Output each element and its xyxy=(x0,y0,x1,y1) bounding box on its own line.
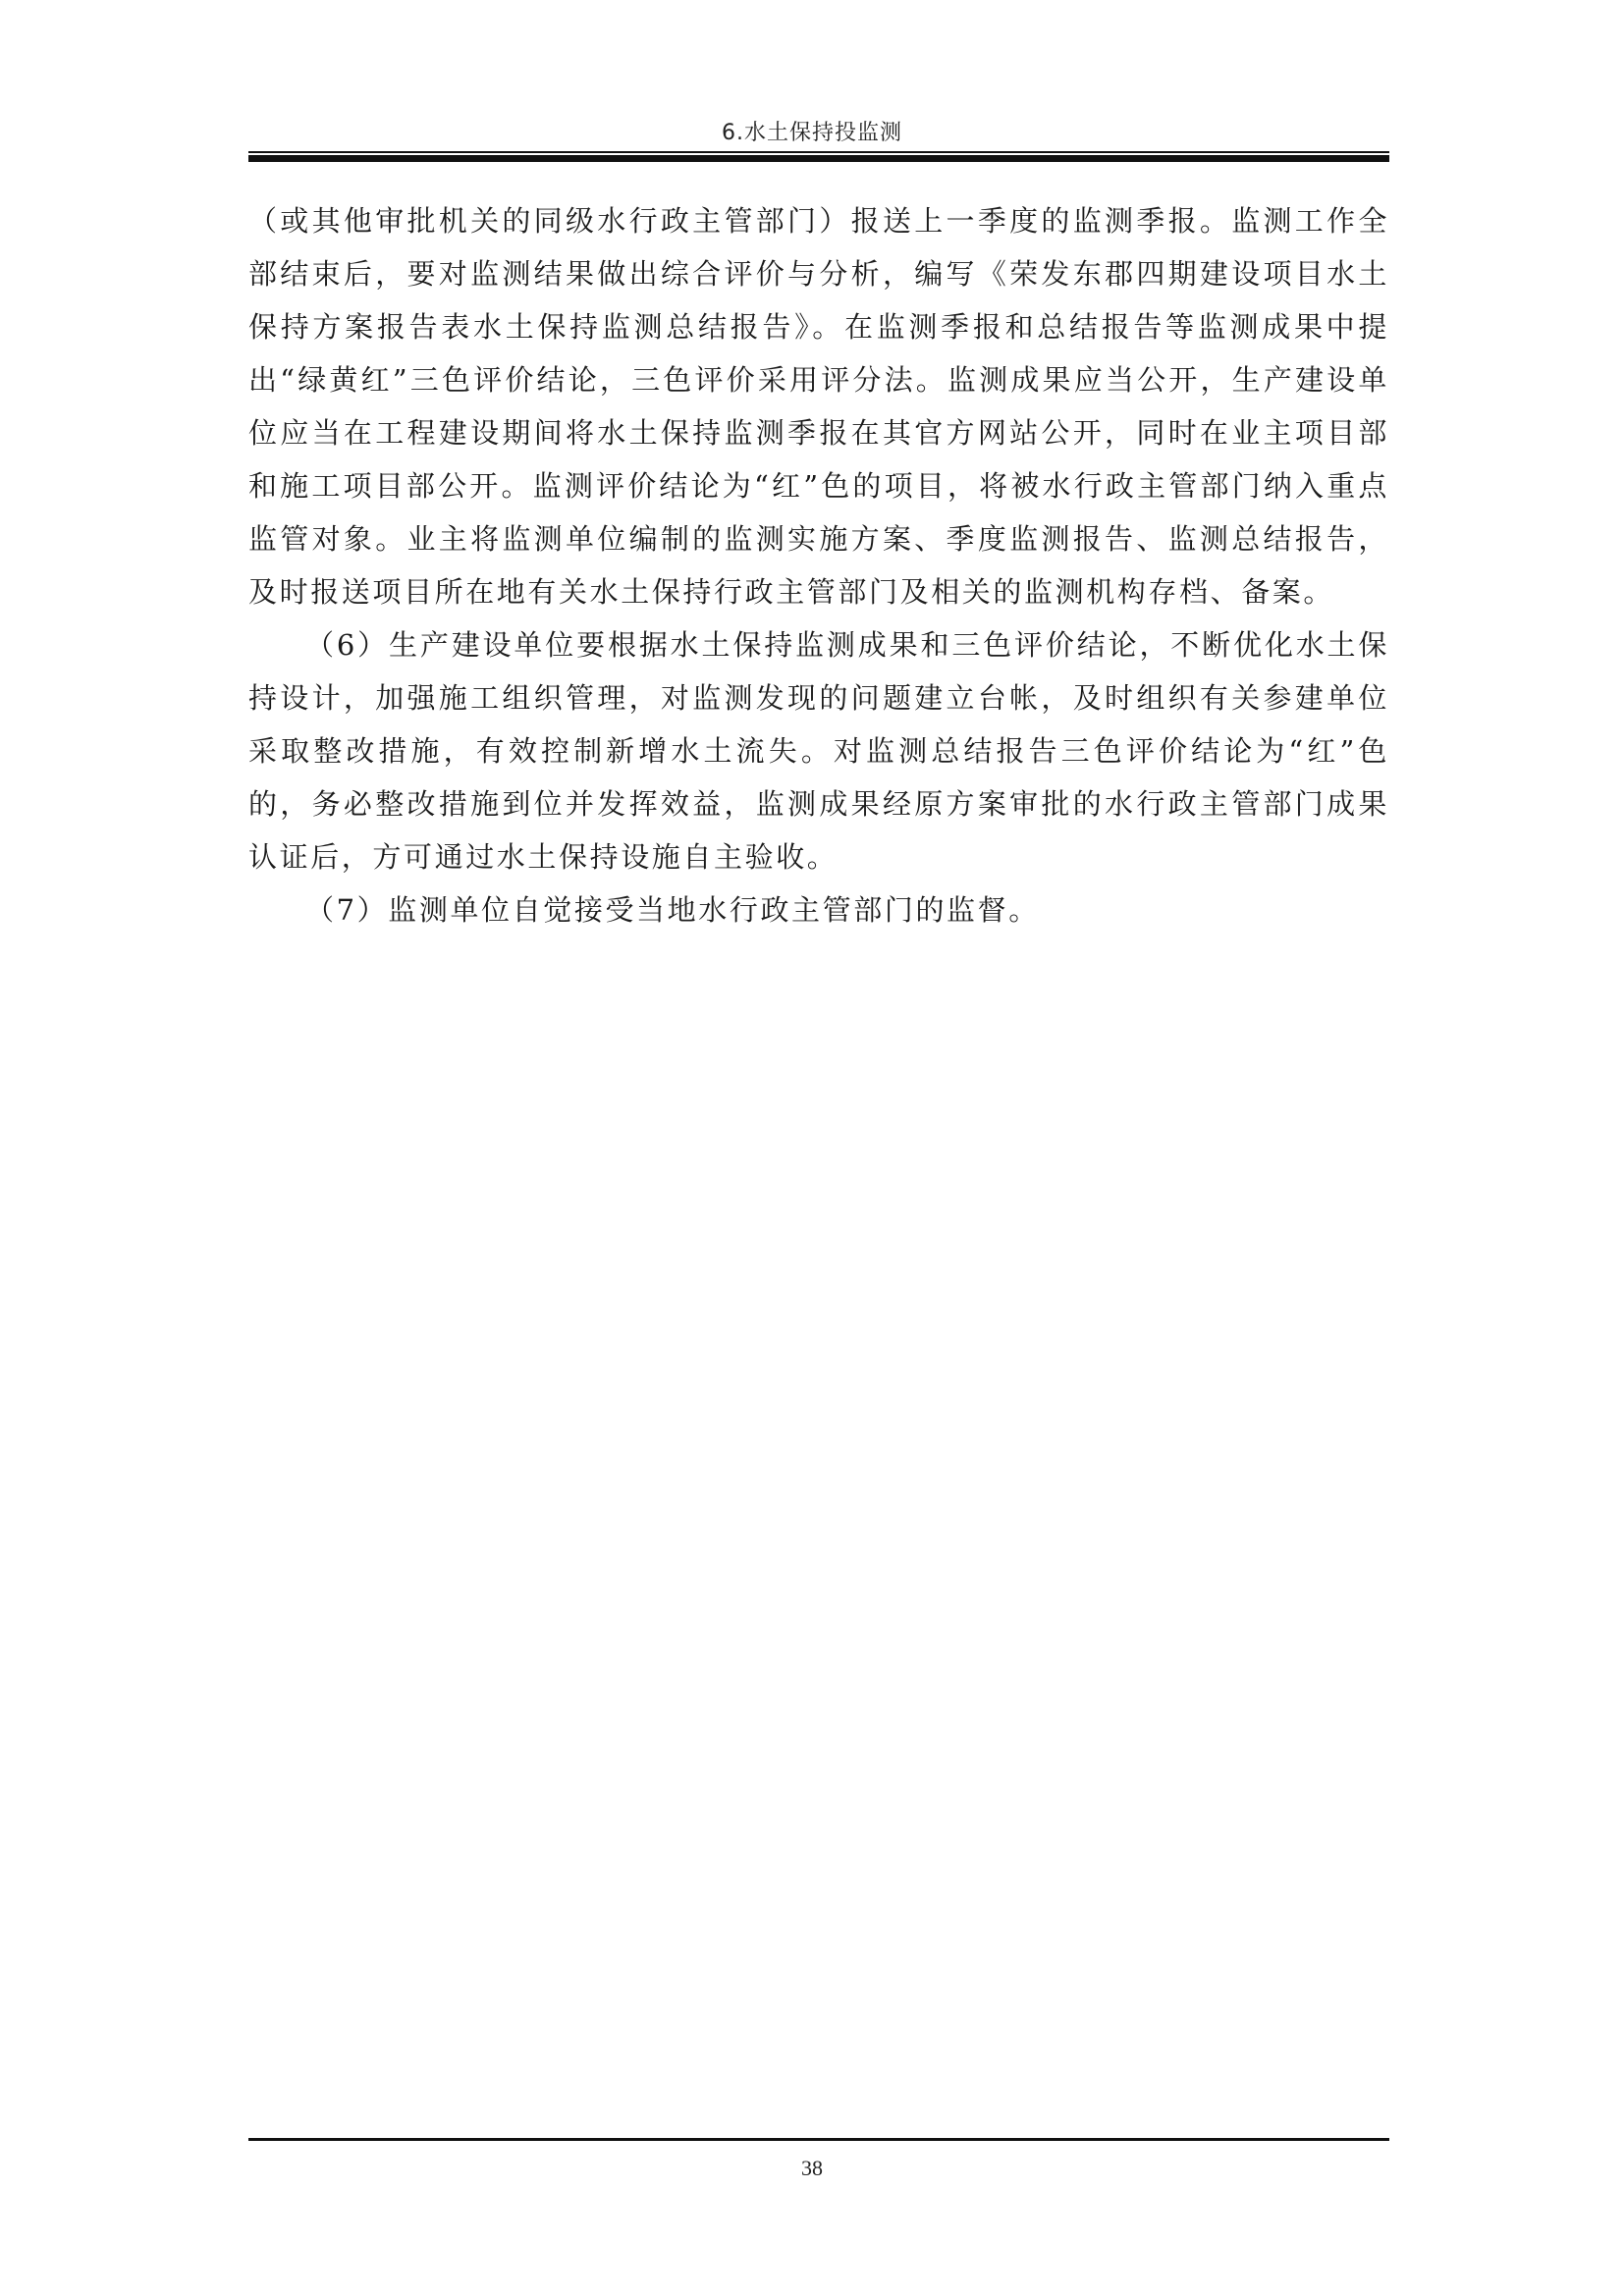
header-rule-thin xyxy=(248,151,1389,153)
running-header-title: 6.水土保持投监测 xyxy=(722,121,902,145)
paragraph-continued: （或其他审批机关的同级水行政主管部门）报送上一季度的监测季报。监测工作全部结束后，要对监测结果做出综合评价与分析，编写《荣发东郡四期建设项目水土保持方案报告表水土保持监测总结报告》。在监测季报和总结报告等监测成果中提出“绿黄红”三色评价结论，三色评价采用评分法。监测成果应当公开，生产建设单位应当在工程建设期间将水土保持监测季报在其官方网站公开，同时在业主项目部和施工项目部公开。监测评价结论为“红”色的项目，将被水行政主管部门纳入重点监管对象。业主将监测单位编制的监测实施方案、季度监测报告、监测总结报告，及时报送项目所在地有关水土保持行政主管部门及相关的监测机构存档、备案。 xyxy=(248,204,1389,609)
paragraph-item-6: （6）生产建设单位要根据水土保持监测成果和三色评价结论，不断优化水土保持设计，加强施工组织管理，对监测发现的问题建立台帐，及时组织有关参建单位采取整改措施，有效控制新增水土流失。对监测总结报告三色评价结论为“红”色的，务必整改措施到位并发挥效益，监测成果经原方案审批的水行政主管部门成果认证后，方可通过水土保持设施自主验收。 xyxy=(248,628,1389,874)
body-text xyxy=(248,194,1389,936)
paragraph-item-7: （7）监测单位自觉接受当地水行政主管部门的监督。 xyxy=(305,893,1040,927)
footer-rule xyxy=(248,2138,1389,2141)
page-number: 38 xyxy=(801,2156,823,2180)
header-rule-thick xyxy=(248,155,1389,162)
